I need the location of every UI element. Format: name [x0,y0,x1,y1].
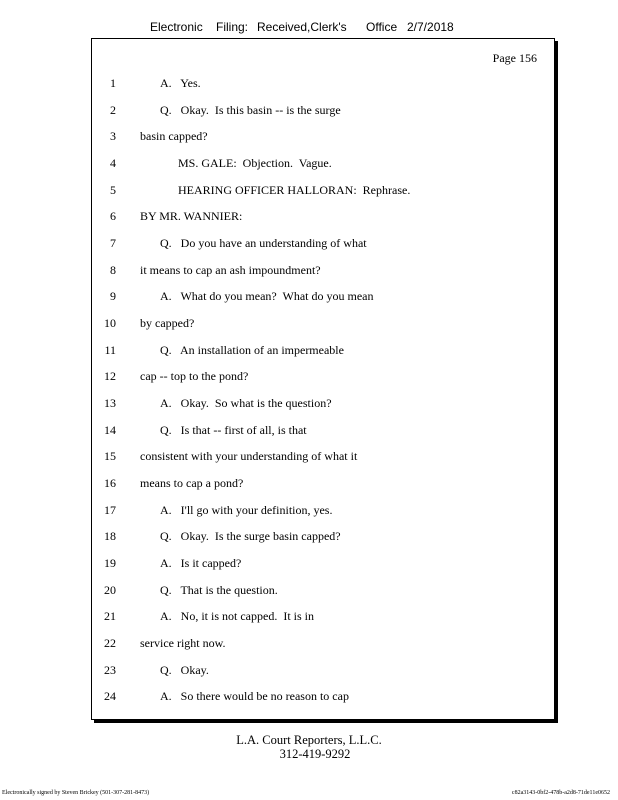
footer-phone: 312-419-9292 [279,747,351,761]
line-number: 24 [104,689,116,703]
line-number: 23 [104,663,116,677]
line-number: 2 [110,103,116,117]
line-number: 19 [104,556,116,570]
transcript-line: A. No, it is not capped. It is in [160,609,314,623]
line-number: 12 [104,369,116,383]
electronic-signature: Electronically signed by Steven Brickey (501-307-281-8473) [2,790,150,796]
transcript-line: A. So there would be no reason to cap [160,689,349,703]
line-number: 11 [104,343,116,357]
transcript-line: A. What do you mean? What do you mean [160,289,374,303]
line-number: 10 [104,316,116,330]
line-number: 7 [110,236,116,250]
transcript-line: Q. Is that -- first of all, is that [160,423,307,437]
page-number: Page 156 [492,51,537,65]
line-number: 9 [110,289,116,303]
transcript-line: means to cap a pond? [140,476,244,490]
line-number: 1 [110,76,116,90]
transcript-line: A. Okay. So what is the question? [160,396,332,410]
transcript-line: Q. Do you have an understanding of what [160,236,367,250]
line-number: 17 [104,503,116,517]
transcript-line: A. I'll go with your definition, yes. [160,503,333,517]
line-number: 6 [110,209,116,223]
transcript-page [91,38,555,720]
line-number: 3 [110,129,116,143]
transcript-line: basin capped? [140,129,208,143]
transcript-line: Q. Okay. Is the surge basin capped? [160,529,341,543]
line-number: 21 [104,609,116,623]
line-number: 4 [110,156,116,170]
filing-header-word-electronic: Electronic [150,20,203,34]
transcript-line: A. Yes. [160,76,201,90]
transcript-line: Q. Okay. Is this basin -- is the surge [160,103,341,117]
line-number: 18 [104,529,116,543]
line-number: 16 [104,476,116,490]
transcript-line: by capped? [140,316,195,330]
line-number: 13 [104,396,116,410]
filing-header-word-filing: Filing: [216,20,249,34]
filing-header-word-received: Received,Clerk's [257,20,347,34]
document-hash: c82a3143-0bf2-478b-a2d8-71de11e0652 [511,790,610,796]
filing-header-word-office: Office [366,20,398,34]
line-number: 5 [110,183,116,197]
transcript-line: HEARING OFFICER HALLORAN: Rephrase. [178,183,411,197]
line-number: 14 [104,423,116,437]
transcript-line: Q. Okay. [160,663,209,677]
transcript-line: MS. GALE: Objection. Vague. [178,156,332,170]
filing-header-date: 2/7/2018 [407,20,454,34]
transcript-line: BY MR. WANNIER: [140,209,243,223]
line-number: 20 [104,583,116,597]
line-number: 8 [110,263,116,277]
line-number: 15 [104,449,116,463]
transcript-line: Q. That is the question. [160,583,278,597]
filing-header [0,20,618,36]
transcript-line: cap -- top to the pond? [140,369,249,383]
transcript-line: A. Is it capped? [160,556,242,570]
transcript-line: it means to cap an ash impoundment? [140,263,321,277]
transcript-line: Q. An installation of an impermeable [160,343,344,357]
transcript-line: service right now. [140,636,226,650]
line-number: 22 [104,636,116,650]
transcript-line: consistent with your understanding of what it [140,449,358,463]
footer-company: L.A. Court Reporters, L.L.C. [236,733,382,747]
